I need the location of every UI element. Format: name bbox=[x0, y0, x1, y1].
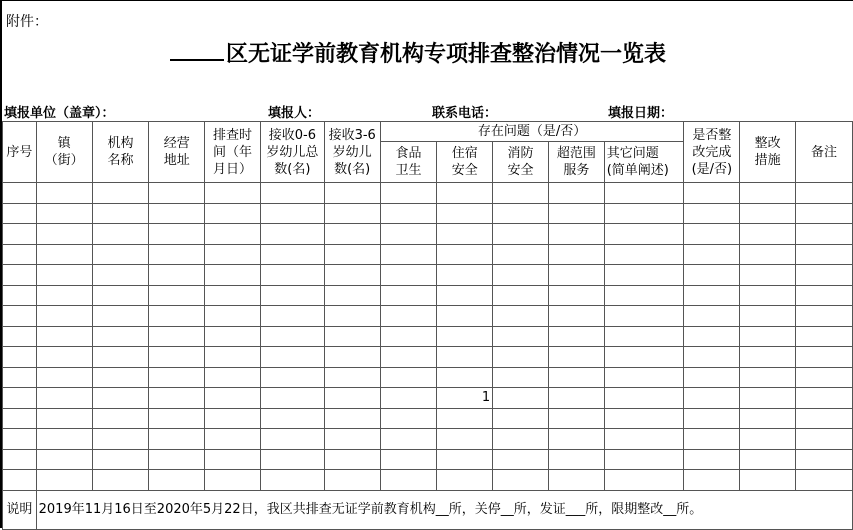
table-cell[interactable] bbox=[684, 347, 740, 368]
table-cell[interactable] bbox=[92, 265, 149, 286]
table-cell[interactable] bbox=[548, 429, 604, 450]
table-cell[interactable] bbox=[548, 183, 604, 204]
table-cell[interactable] bbox=[36, 224, 92, 245]
table-cell[interactable] bbox=[380, 470, 437, 491]
table-cell[interactable] bbox=[36, 326, 92, 347]
table-cell[interactable] bbox=[92, 244, 149, 265]
table-cell[interactable] bbox=[437, 326, 493, 347]
table-cell[interactable] bbox=[740, 224, 796, 245]
table-cell[interactable] bbox=[149, 449, 205, 470]
table-cell[interactable] bbox=[380, 367, 437, 388]
table-cell[interactable] bbox=[3, 326, 37, 347]
table-cell[interactable] bbox=[604, 429, 684, 450]
table-cell[interactable] bbox=[324, 203, 380, 224]
table-cell[interactable] bbox=[380, 244, 437, 265]
table-cell[interactable] bbox=[548, 306, 604, 327]
table-cell[interactable] bbox=[149, 470, 205, 491]
table-cell[interactable] bbox=[604, 347, 684, 368]
table-cell[interactable] bbox=[3, 367, 37, 388]
header-other-issues: 其它问题 (简单阐述) bbox=[604, 142, 684, 183]
table-cell[interactable] bbox=[324, 244, 380, 265]
table-cell[interactable] bbox=[324, 347, 380, 368]
table-cell[interactable] bbox=[684, 224, 740, 245]
header-out-of-scope: 超范围 服务 bbox=[548, 142, 604, 183]
table-cell[interactable] bbox=[493, 347, 549, 368]
table-cell[interactable] bbox=[684, 449, 740, 470]
table-row bbox=[3, 347, 853, 368]
survey-table bbox=[2, 121, 853, 530]
table-cell[interactable] bbox=[740, 408, 796, 429]
table-cell[interactable] bbox=[437, 408, 493, 429]
table-cell[interactable] bbox=[324, 183, 380, 204]
table-cell[interactable] bbox=[380, 326, 437, 347]
table-cell[interactable] bbox=[205, 367, 261, 388]
table-cell[interactable] bbox=[493, 429, 549, 450]
header-address: 经营 地址 bbox=[149, 122, 205, 183]
table-cell[interactable] bbox=[548, 224, 604, 245]
table-cell[interactable] bbox=[205, 203, 261, 224]
table-cell[interactable] bbox=[740, 306, 796, 327]
title-text: 区无证学前教育机构专项排查整治情况一览表 bbox=[226, 41, 667, 67]
table-cell[interactable] bbox=[3, 183, 37, 204]
table-row bbox=[3, 367, 853, 388]
table-cell[interactable] bbox=[548, 244, 604, 265]
table-cell[interactable] bbox=[380, 306, 437, 327]
info-date: 填报日期： bbox=[608, 106, 674, 121]
table-cell[interactable] bbox=[604, 449, 684, 470]
table-cell[interactable] bbox=[796, 265, 853, 286]
table-cell[interactable] bbox=[3, 388, 37, 409]
table-cell[interactable] bbox=[796, 306, 853, 327]
table-row bbox=[3, 244, 853, 265]
table-row bbox=[3, 265, 853, 286]
table-cell[interactable] bbox=[205, 470, 261, 491]
table-cell[interactable] bbox=[493, 388, 549, 409]
table-cell[interactable] bbox=[437, 244, 493, 265]
table-cell[interactable] bbox=[3, 224, 37, 245]
table-cell[interactable] bbox=[149, 183, 205, 204]
header-children-0-6: 接收0-6 岁幼儿总 数(名) bbox=[260, 122, 324, 183]
table-cell[interactable] bbox=[36, 183, 92, 204]
table-cell[interactable] bbox=[92, 470, 149, 491]
table-cell[interactable] bbox=[604, 388, 684, 409]
table-cell[interactable] bbox=[380, 429, 437, 450]
table-cell[interactable] bbox=[740, 470, 796, 491]
table-cell[interactable] bbox=[380, 224, 437, 245]
table-cell[interactable] bbox=[437, 347, 493, 368]
table-cell[interactable] bbox=[205, 326, 261, 347]
table-cell[interactable] bbox=[437, 449, 493, 470]
table-cell[interactable] bbox=[684, 429, 740, 450]
table-cell[interactable] bbox=[796, 367, 853, 388]
table-cell[interactable] bbox=[684, 183, 740, 204]
table-cell[interactable] bbox=[604, 244, 684, 265]
table-row bbox=[3, 306, 853, 327]
table-cell[interactable] bbox=[493, 449, 549, 470]
table-cell[interactable] bbox=[796, 449, 853, 470]
table-cell[interactable] bbox=[740, 244, 796, 265]
table-cell[interactable] bbox=[548, 285, 604, 306]
table-cell[interactable] bbox=[92, 306, 149, 327]
table-cell[interactable] bbox=[36, 429, 92, 450]
table-cell[interactable] bbox=[684, 203, 740, 224]
table-cell[interactable] bbox=[205, 449, 261, 470]
table-cell[interactable] bbox=[740, 449, 796, 470]
table-cell[interactable] bbox=[149, 224, 205, 245]
table-cell[interactable] bbox=[324, 470, 380, 491]
table-cell[interactable] bbox=[92, 388, 149, 409]
table-cell[interactable] bbox=[796, 326, 853, 347]
table-cell[interactable] bbox=[3, 470, 37, 491]
table-cell[interactable] bbox=[3, 265, 37, 286]
table-cell[interactable] bbox=[684, 367, 740, 388]
table-cell[interactable] bbox=[36, 449, 92, 470]
table-cell[interactable] bbox=[149, 285, 205, 306]
table-cell[interactable] bbox=[92, 224, 149, 245]
table-cell[interactable] bbox=[740, 347, 796, 368]
table-cell[interactable] bbox=[604, 470, 684, 491]
table-cell[interactable] bbox=[493, 306, 549, 327]
table-cell[interactable] bbox=[380, 388, 437, 409]
table-cell[interactable] bbox=[149, 306, 205, 327]
table-cell[interactable] bbox=[548, 388, 604, 409]
header-issues-group: 存在问题（是/否） bbox=[380, 122, 684, 142]
table-cell[interactable] bbox=[684, 285, 740, 306]
table-cell[interactable] bbox=[493, 408, 549, 429]
table-cell[interactable] bbox=[205, 306, 261, 327]
table-cell[interactable] bbox=[740, 388, 796, 409]
table-cell[interactable] bbox=[380, 203, 437, 224]
table-cell[interactable] bbox=[149, 367, 205, 388]
table-cell[interactable] bbox=[493, 203, 549, 224]
table-cell[interactable] bbox=[92, 347, 149, 368]
table-cell[interactable] bbox=[380, 285, 437, 306]
table-cell[interactable] bbox=[92, 285, 149, 306]
table-cell[interactable] bbox=[740, 203, 796, 224]
table-cell[interactable] bbox=[324, 326, 380, 347]
table-cell[interactable] bbox=[380, 265, 437, 286]
page-title bbox=[170, 37, 666, 68]
table-cell[interactable] bbox=[3, 306, 37, 327]
table-cell[interactable] bbox=[437, 203, 493, 224]
table-cell[interactable] bbox=[92, 449, 149, 470]
header-org-name: 机构 名称 bbox=[92, 122, 149, 183]
table-cell[interactable] bbox=[92, 326, 149, 347]
table-cell[interactable] bbox=[3, 244, 37, 265]
table-cell[interactable] bbox=[260, 285, 324, 306]
table-cell[interactable] bbox=[205, 347, 261, 368]
table-cell[interactable] bbox=[740, 367, 796, 388]
table-cell[interactable] bbox=[205, 285, 261, 306]
table-cell[interactable] bbox=[437, 183, 493, 204]
table-cell[interactable] bbox=[36, 285, 92, 306]
table-cell[interactable] bbox=[324, 306, 380, 327]
table-cell[interactable] bbox=[684, 306, 740, 327]
info-phone: 联系电话： bbox=[432, 106, 498, 121]
table-cell[interactable] bbox=[3, 449, 37, 470]
title-blank bbox=[170, 41, 224, 61]
table-cell[interactable] bbox=[92, 408, 149, 429]
header-measures: 整改 措施 bbox=[740, 122, 796, 183]
table-cell[interactable] bbox=[149, 347, 205, 368]
table-cell[interactable] bbox=[260, 408, 324, 429]
table-cell[interactable] bbox=[604, 285, 684, 306]
table-cell[interactable] bbox=[740, 183, 796, 204]
table-cell[interactable] bbox=[92, 183, 149, 204]
header-lodging-safety: 住宿 安全 bbox=[437, 142, 493, 183]
table-cell[interactable] bbox=[380, 347, 437, 368]
footer-note[interactable]: 2019年11月16日至2020年5月22日，我区共排查无证学前教育机构__所，关停__所，发证___所，限期整改__所。 bbox=[36, 490, 852, 529]
table-cell[interactable] bbox=[149, 265, 205, 286]
table-cell[interactable] bbox=[3, 203, 37, 224]
table-cell[interactable] bbox=[796, 429, 853, 450]
table-cell[interactable] bbox=[548, 470, 604, 491]
table-cell[interactable] bbox=[604, 367, 684, 388]
table-cell[interactable] bbox=[604, 408, 684, 429]
table-cell[interactable] bbox=[380, 449, 437, 470]
table-cell[interactable] bbox=[493, 183, 549, 204]
table-cell[interactable] bbox=[493, 367, 549, 388]
table-cell[interactable] bbox=[604, 183, 684, 204]
table-cell[interactable] bbox=[260, 388, 324, 409]
table-cell[interactable] bbox=[205, 429, 261, 450]
table-cell[interactable] bbox=[3, 285, 37, 306]
header-seq: 序号 bbox=[3, 122, 37, 183]
table-cell[interactable] bbox=[3, 347, 37, 368]
table-cell[interactable] bbox=[36, 367, 92, 388]
table-cell[interactable] bbox=[149, 408, 205, 429]
table-cell[interactable] bbox=[604, 326, 684, 347]
table-cell[interactable] bbox=[437, 470, 493, 491]
table-cell[interactable] bbox=[205, 183, 261, 204]
table-cell[interactable] bbox=[740, 285, 796, 306]
table-row bbox=[3, 203, 853, 224]
table-cell[interactable] bbox=[205, 244, 261, 265]
table-cell[interactable] bbox=[796, 183, 853, 204]
table-cell[interactable] bbox=[548, 449, 604, 470]
table-cell[interactable] bbox=[684, 470, 740, 491]
table-cell[interactable] bbox=[92, 429, 149, 450]
table-cell[interactable] bbox=[796, 244, 853, 265]
table-row bbox=[3, 408, 853, 429]
table-cell[interactable] bbox=[260, 449, 324, 470]
table-cell[interactable] bbox=[36, 306, 92, 327]
table-cell[interactable] bbox=[149, 326, 205, 347]
table-cell[interactable] bbox=[684, 265, 740, 286]
info-filler: 填报人： bbox=[268, 106, 321, 121]
header-check-time: 排查时 间（年 月日） bbox=[205, 122, 261, 183]
attachment-label: 附件： bbox=[6, 14, 48, 30]
table-cell[interactable] bbox=[324, 408, 380, 429]
table-cell[interactable] bbox=[260, 183, 324, 204]
table-cell[interactable] bbox=[493, 224, 549, 245]
table-cell[interactable] bbox=[324, 388, 380, 409]
table-cell[interactable] bbox=[324, 224, 380, 245]
header-remark: 备注 bbox=[796, 122, 853, 183]
table-cell[interactable] bbox=[324, 449, 380, 470]
table-cell[interactable] bbox=[684, 244, 740, 265]
table-cell[interactable] bbox=[684, 408, 740, 429]
table-cell[interactable] bbox=[260, 429, 324, 450]
table-row bbox=[3, 183, 853, 204]
table-cell[interactable] bbox=[796, 408, 853, 429]
table-cell[interactable] bbox=[36, 470, 92, 491]
table-cell[interactable] bbox=[604, 224, 684, 245]
info-unit: 填报单位（盖章）： bbox=[4, 106, 115, 121]
table-cell[interactable]: 1 bbox=[437, 388, 493, 409]
table-cell[interactable] bbox=[205, 388, 261, 409]
table-cell[interactable] bbox=[740, 326, 796, 347]
table-cell[interactable] bbox=[437, 224, 493, 245]
table-cell[interactable] bbox=[36, 347, 92, 368]
table-cell[interactable] bbox=[796, 470, 853, 491]
table-cell[interactable] bbox=[324, 285, 380, 306]
table-cell[interactable] bbox=[740, 429, 796, 450]
table-cell[interactable] bbox=[796, 203, 853, 224]
table-cell[interactable] bbox=[36, 408, 92, 429]
table-cell[interactable] bbox=[260, 470, 324, 491]
header-rectified: 是否整 改完成 (是/否) bbox=[684, 122, 740, 183]
table-cell[interactable] bbox=[149, 429, 205, 450]
table-cell[interactable] bbox=[36, 388, 92, 409]
table-cell[interactable] bbox=[548, 367, 604, 388]
table-cell[interactable] bbox=[684, 388, 740, 409]
table-cell[interactable] bbox=[260, 203, 324, 224]
table-cell[interactable] bbox=[149, 244, 205, 265]
table-row bbox=[3, 326, 853, 347]
table-cell[interactable] bbox=[493, 285, 549, 306]
table-cell[interactable] bbox=[205, 408, 261, 429]
table-cell[interactable] bbox=[36, 203, 92, 224]
table-cell[interactable] bbox=[205, 265, 261, 286]
table-cell[interactable] bbox=[36, 244, 92, 265]
table-cell[interactable] bbox=[493, 265, 549, 286]
table-cell[interactable] bbox=[205, 224, 261, 245]
table-cell[interactable] bbox=[437, 429, 493, 450]
table-cell[interactable] bbox=[796, 285, 853, 306]
table-cell[interactable] bbox=[548, 408, 604, 429]
header-food-hygiene: 食品 卫生 bbox=[380, 142, 437, 183]
table-cell[interactable] bbox=[493, 326, 549, 347]
table-cell[interactable] bbox=[149, 203, 205, 224]
table-cell[interactable] bbox=[3, 429, 37, 450]
table-row bbox=[3, 224, 853, 245]
table-row bbox=[3, 285, 853, 306]
table-cell[interactable] bbox=[380, 408, 437, 429]
table-cell[interactable] bbox=[92, 203, 149, 224]
header-children-3-6: 接收3-6 岁幼儿 数(名) bbox=[324, 122, 380, 183]
table-cell[interactable] bbox=[260, 367, 324, 388]
table-cell[interactable] bbox=[437, 265, 493, 286]
table-cell[interactable] bbox=[260, 244, 324, 265]
table-cell[interactable] bbox=[548, 265, 604, 286]
table-cell[interactable] bbox=[260, 347, 324, 368]
table-cell[interactable] bbox=[92, 367, 149, 388]
table-cell[interactable] bbox=[36, 265, 92, 286]
table-cell[interactable] bbox=[796, 388, 853, 409]
table-cell[interactable] bbox=[493, 470, 549, 491]
table-row bbox=[3, 449, 853, 470]
table-cell[interactable] bbox=[548, 347, 604, 368]
footer-label: 说明 bbox=[3, 490, 37, 529]
header-fire-safety: 消防 安全 bbox=[493, 142, 549, 183]
table-row bbox=[3, 470, 853, 491]
table-cell[interactable] bbox=[684, 326, 740, 347]
table-cell[interactable] bbox=[260, 306, 324, 327]
table-cell[interactable] bbox=[324, 367, 380, 388]
table-cell[interactable] bbox=[493, 244, 549, 265]
table-row bbox=[3, 388, 853, 409]
table-row bbox=[3, 429, 853, 450]
table-cell[interactable] bbox=[548, 326, 604, 347]
header-town: 镇 （街） bbox=[36, 122, 92, 183]
table-cell[interactable] bbox=[3, 408, 37, 429]
table-cell[interactable] bbox=[740, 265, 796, 286]
table-cell[interactable] bbox=[437, 367, 493, 388]
table-cell[interactable] bbox=[260, 265, 324, 286]
table-cell[interactable] bbox=[380, 183, 437, 204]
table-cell[interactable] bbox=[604, 265, 684, 286]
table-cell[interactable] bbox=[149, 388, 205, 409]
table-cell[interactable] bbox=[796, 347, 853, 368]
table-cell[interactable] bbox=[548, 203, 604, 224]
table-cell[interactable] bbox=[437, 285, 493, 306]
table-cell[interactable] bbox=[324, 265, 380, 286]
table-cell[interactable] bbox=[260, 224, 324, 245]
table-cell[interactable] bbox=[260, 326, 324, 347]
table-cell[interactable] bbox=[604, 203, 684, 224]
table-cell[interactable] bbox=[324, 429, 380, 450]
table-cell[interactable] bbox=[437, 306, 493, 327]
table-cell[interactable] bbox=[796, 224, 853, 245]
table-cell[interactable] bbox=[604, 306, 684, 327]
